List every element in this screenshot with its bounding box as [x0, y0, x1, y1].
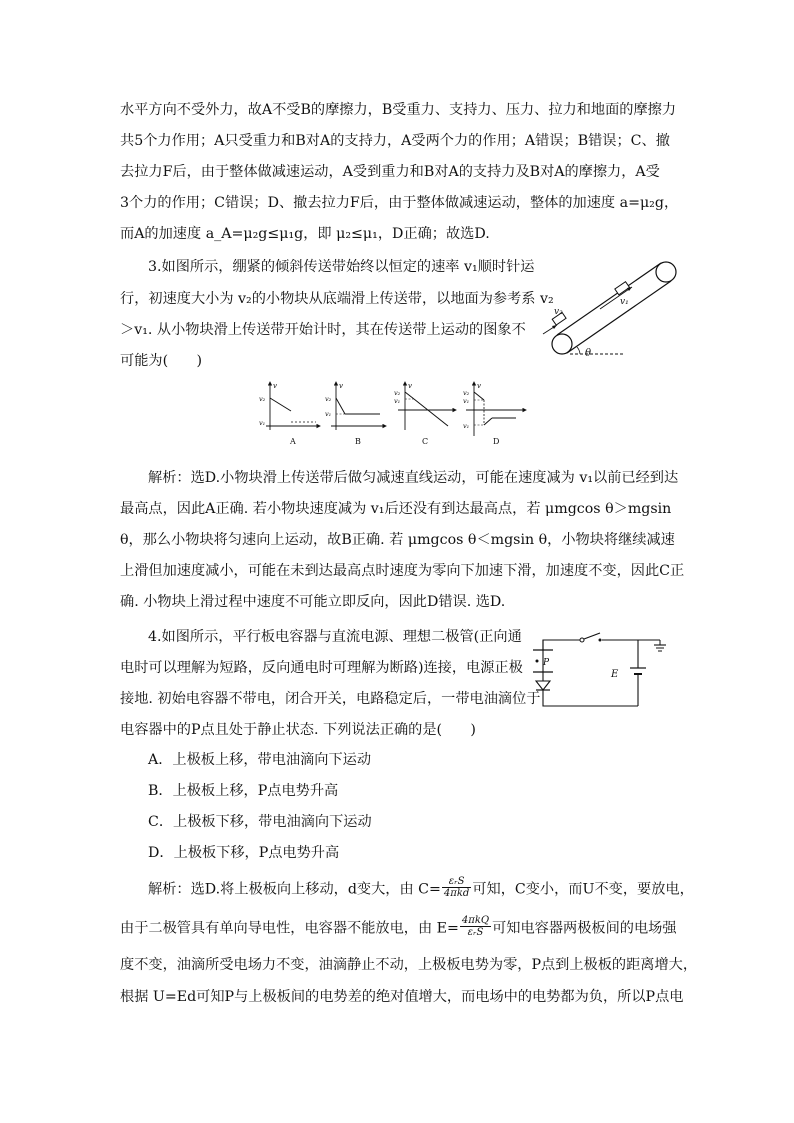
graph-b-v-axis: v [339, 382, 343, 390]
analysis-3-line-4: 上滑但加速度减小，可能在未到达最高点时速度为零向下加速下滑，加速度不变，因此C正 [120, 563, 685, 579]
analysis-4-line-4: 根据 U=Ed可知P与上极板间的电势差的绝对值增大，而电场中的电势都为负，所以P点电 [120, 989, 684, 1005]
graph-d [463, 382, 526, 446]
graph-c-v2: v₂ [394, 389, 401, 397]
analysis-4-line-2 [120, 917, 677, 940]
option-a: A．上极板上移，带电油滴向下运动 [148, 752, 372, 768]
analysis-4-line-3: 度不变，油滴所受电场力不变，油滴静止不动，上极板电势为零，P点到上极板的距离增大， [120, 957, 698, 973]
graph-a-label: A [290, 437, 296, 446]
graph-d-v1-bottom: v₁ [463, 422, 470, 430]
circuit-figure [528, 632, 688, 714]
circuit-p-label: P [543, 658, 550, 668]
graph-d-v-axis: v [477, 382, 481, 390]
graph-c [394, 382, 456, 446]
graph-b [325, 382, 386, 446]
theta-label: θ [585, 348, 592, 359]
analysis-4-line-1 [148, 878, 694, 901]
question-3-line-1: 3.如图所示，绷紧的倾斜传送带始终以恒定的速率 v₁顺时针运 [148, 259, 535, 275]
circuit-e-label: E [611, 669, 619, 680]
analysis-3-line-1: 解析：选D.小物块滑上传送带后做匀减速直线运动，可能在速度减为 v₁以前已经到达 [148, 470, 679, 486]
graph-c-v-axis: v [408, 382, 412, 390]
option-d: D．上极板下移，P点电势升高 [148, 845, 340, 861]
field-denominator: εᵣS [467, 927, 484, 938]
graph-c-v1: v₁ [394, 397, 401, 405]
paragraph-1-line-4: 3个力的作用；C错误；D、撤去拉力F后，由于整体做减速运动，整体的加速度 a=μ₂g， [120, 195, 679, 211]
field-numerator: 4πkQ [461, 915, 490, 926]
question-3-line-2: 行，初速度大小为 v₂的小物块从底端滑上传送带，以地面为参考系 v₂ [120, 291, 554, 307]
capacitance-fraction [442, 876, 471, 899]
option-b: B．上极板上移，P点电势升高 [148, 783, 339, 799]
graph-b-v1: v₁ [325, 410, 332, 418]
question-4-line-2: 电时可以理解为短路，反向通电时可理解为断路)连接，电源正极 [120, 660, 523, 676]
graph-a-v1: v₁ [259, 419, 266, 427]
question-4-line-1: 4.如图所示，平行板电容器与直流电源、理想二极管(正向通 [148, 629, 522, 645]
question-3-line-4: 可能为( ) [120, 353, 203, 369]
analysis-3-line-5: 确. 小物块上滑过程中速度不可能立即反向，因此D错误. 选D. [120, 594, 506, 610]
question-3-line-3: ＞v₁. 从小物块滑上传送带开始计时，其在传送带上运动的图象不 [120, 322, 526, 338]
capacitance-numerator: εᵣS [442, 876, 471, 888]
paragraph-1-line-2: 共5个力作用；A只受重力和B对A的支持力，A受两个力的作用；A错误；B错误；C、撤 [120, 133, 670, 149]
field-fraction [460, 915, 491, 938]
paragraph-1-line-1: 水平方向不受外力，故A不受B的摩擦力，B受重力、支持力、压力、拉力和地面的摩擦力 [120, 102, 677, 118]
graph-a-v-axis: v [273, 382, 277, 390]
analysis-3-line-3: θ，那么小物块将匀速向上运动，故B正确. 若 μmgcos θ＜mgsin θ，小物块将继续减速 [120, 532, 675, 548]
conveyor-belt-figure [540, 258, 685, 368]
paragraph-1-line-5: 而A的加速度 a_A=μ₂g≤μ₁g，即 μ₂≤μ₁，D正确；故选D. [120, 226, 490, 242]
analysis-4-line-1-b: 可知，C变小，而U不变，要放电， [472, 881, 694, 898]
graph-b-label: B [355, 437, 361, 446]
capacitance-denominator: 4πkd [443, 888, 470, 899]
paragraph-1-line-3: 去拉力F后，由于整体做减速运动，A受到重力和B对A的支持力及B对A的摩擦力，A受 [120, 164, 660, 180]
graph-d-v1-top: v₁ [463, 397, 470, 405]
analysis-3-line-2: 最高点，因此A正确. 若小物块速度减为 v₁后还没有到达最高点，若 μmgcos θ＞mgsin [120, 501, 672, 517]
analysis-4-line-2-a: 由于二极管具有单向导电性，电容器不能放电，由 E= [120, 920, 459, 937]
vt-graphs-figure [256, 378, 536, 460]
graph-a [259, 382, 320, 446]
graph-a-v2: v₂ [259, 395, 266, 403]
graph-d-v2: v₂ [463, 389, 470, 397]
analysis-4-line-1-a: 解析：选D.将上极板向上移动，d变大，由 C= [148, 881, 441, 898]
belt-v1-label: v₁ [620, 297, 629, 307]
analysis-4-line-2-b: 可知电容器两极板间的电场强 [492, 920, 677, 937]
block-v2-label: v₂ [554, 307, 563, 317]
question-4-line-4: 电容器中的P点且处于静止状态. 下列说法正确的是( ) [120, 722, 476, 738]
graph-c-label: C [422, 437, 429, 446]
graph-b-v2: v₂ [325, 395, 332, 403]
option-c: C．上极板下移，带电油滴向下运动 [148, 814, 372, 830]
graph-d-label: D [493, 437, 500, 446]
question-4-line-3: 接地. 初始电容器不带电，闭合开关，电路稳定后，一带电油滴位于 [120, 691, 541, 707]
